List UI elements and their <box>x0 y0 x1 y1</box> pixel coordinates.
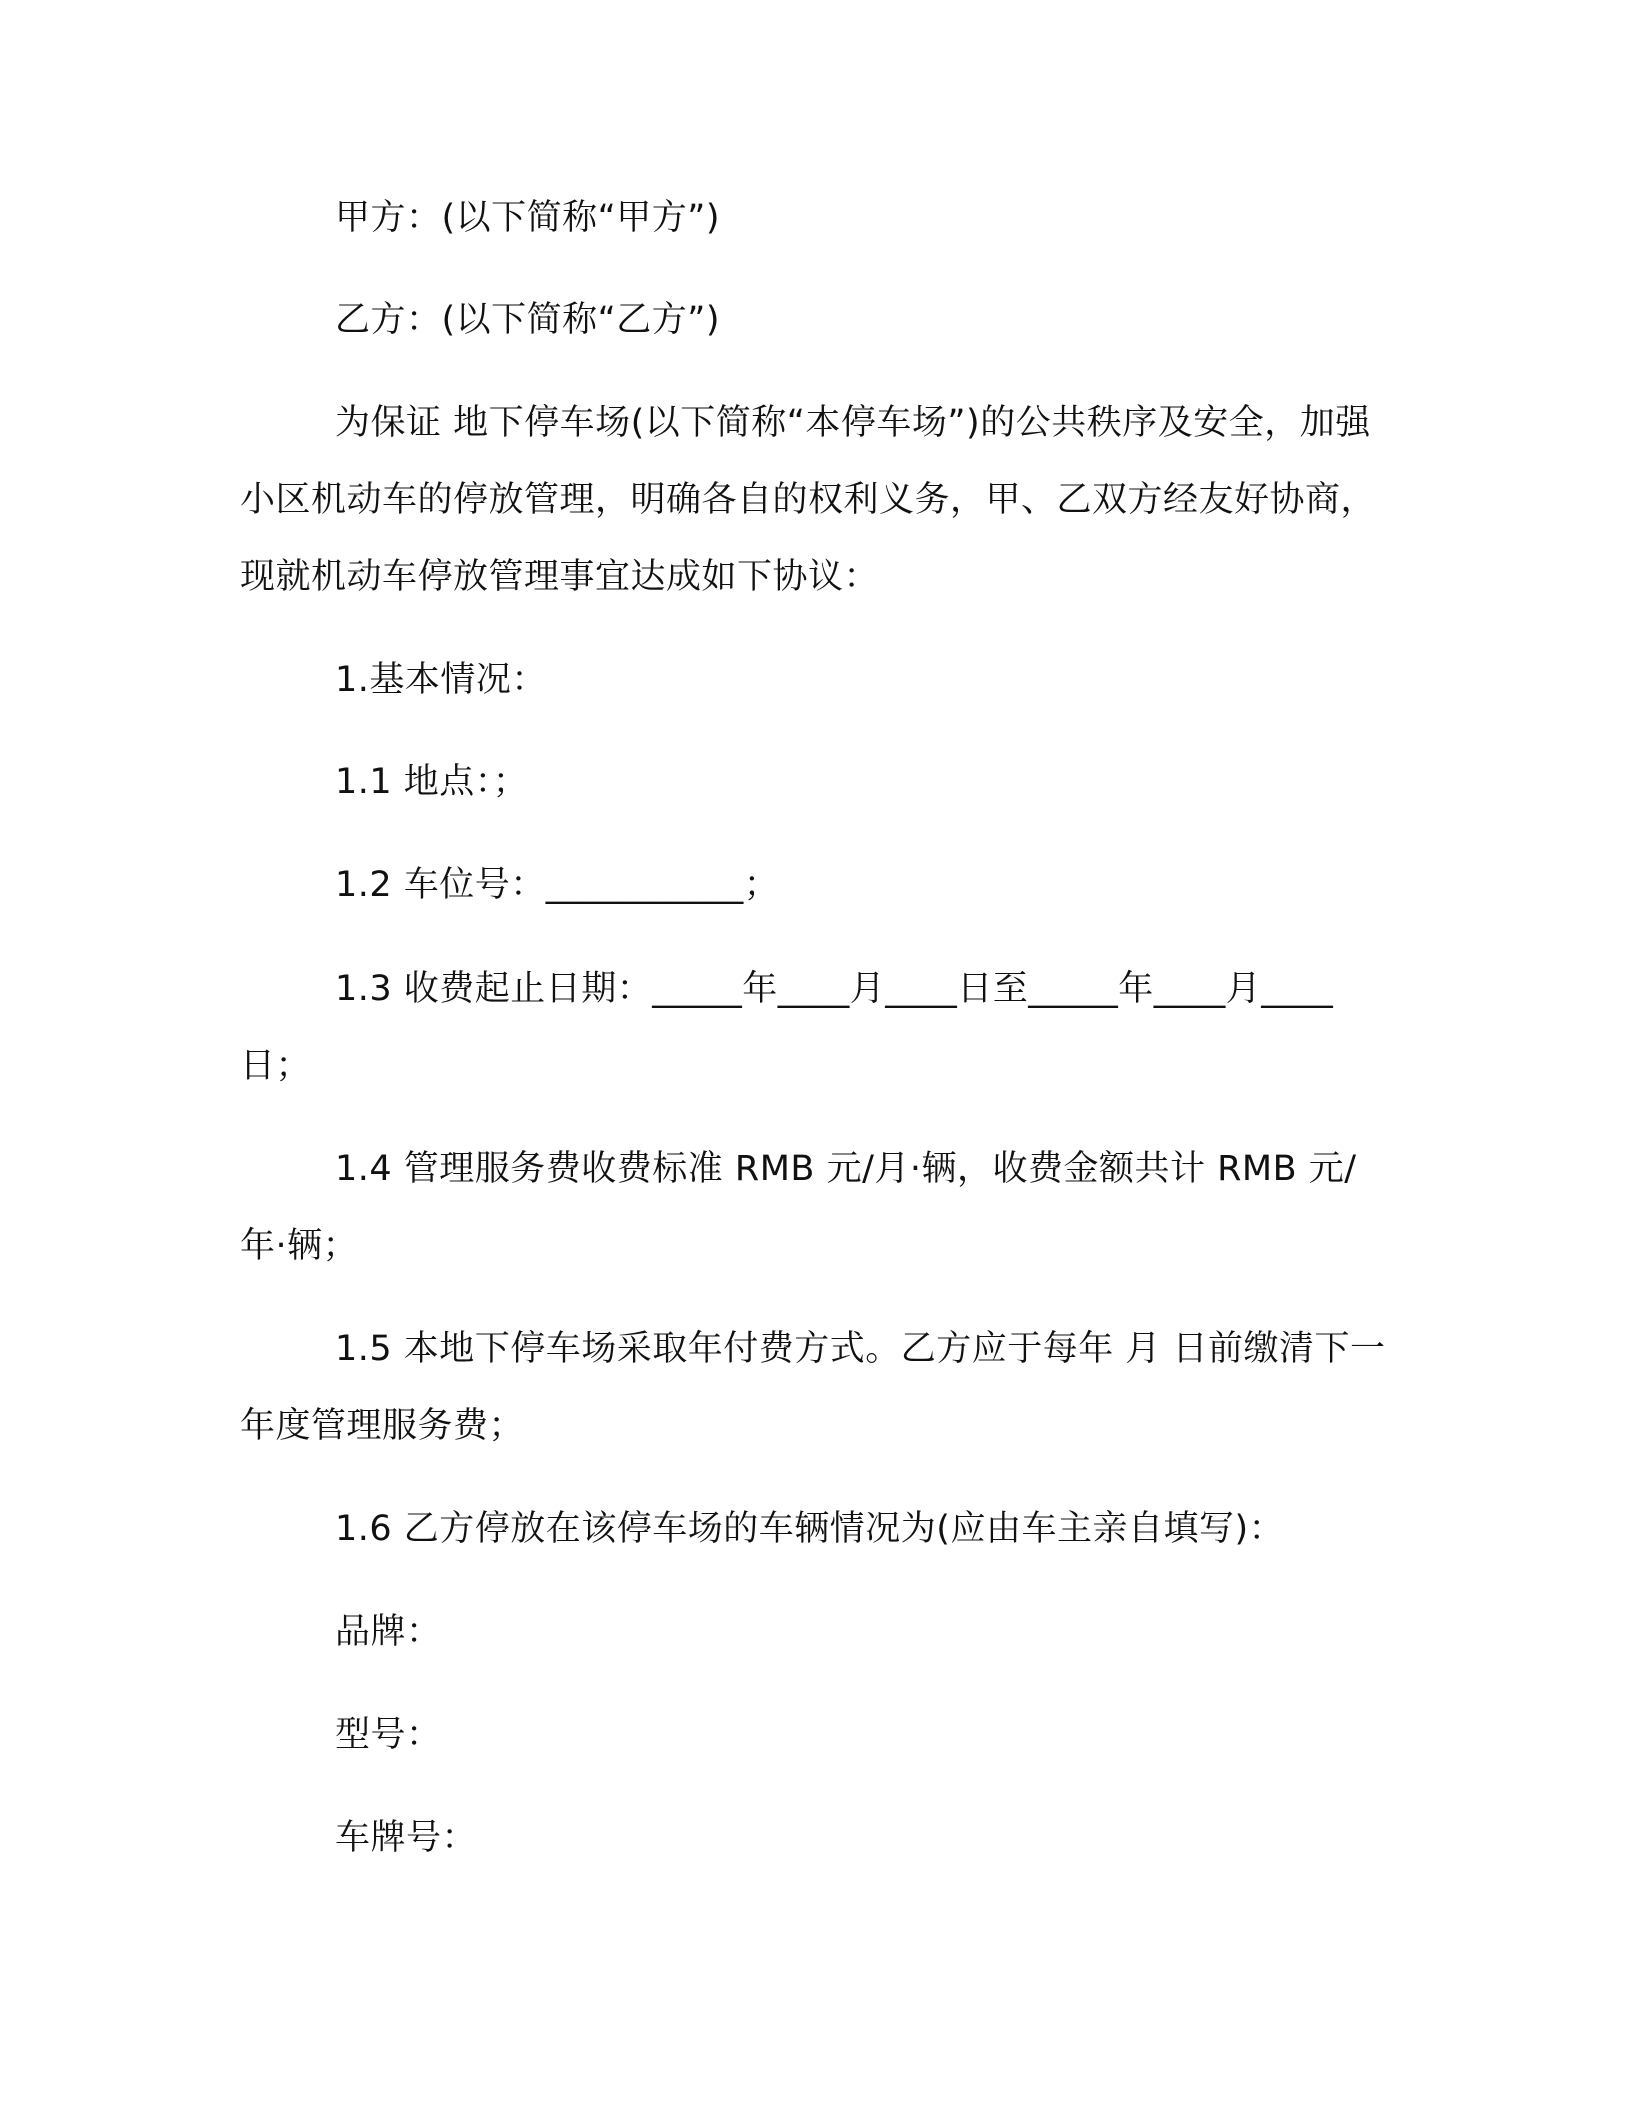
party-a-line: 甲方：(以下简称“甲方”) <box>335 198 721 238</box>
item-1-3-fee-dates: 1.3 收费起止日期：_____年____月____日至_____年____月____日； <box>240 969 1334 1086</box>
item-1-2-space-number: 1.2 车位号：___________； <box>335 865 780 905</box>
plate-number-label: 车牌号： <box>335 1818 478 1858</box>
party-b-line: 乙方：(以下简称“乙方”) <box>335 300 721 340</box>
model-label: 型号： <box>335 1715 442 1755</box>
item-1-1-location: 1.1 地点：； <box>335 762 529 802</box>
intro-paragraph: 为保证 地下停车场(以下简称“本停车场”)的公共秩序及安全，加强小区机动车的停放管理，明确各自的权利义务，甲、乙双方经友好协商，现就机动车停放管理事宜达成如下协议： <box>240 403 1377 597</box>
item-1-5-payment-method: 1.5 本地下停车场采取年付费方式。乙方应于每年 月 日前缴清下一年度管理服务费； <box>240 1329 1386 1446</box>
brand-label: 品牌： <box>335 1612 442 1652</box>
section-1-title: 1.基本情况： <box>335 660 547 700</box>
item-1-6-vehicle-info: 1.6 乙方停放在该停车场的车辆情况为(应由车主亲自填写)： <box>335 1509 1285 1549</box>
item-1-4-fee-standard: 1.4 管理服务费收费标准 RMB 元/月·辆，收费金额共计 RMB 元/年·辆； <box>240 1149 1357 1266</box>
